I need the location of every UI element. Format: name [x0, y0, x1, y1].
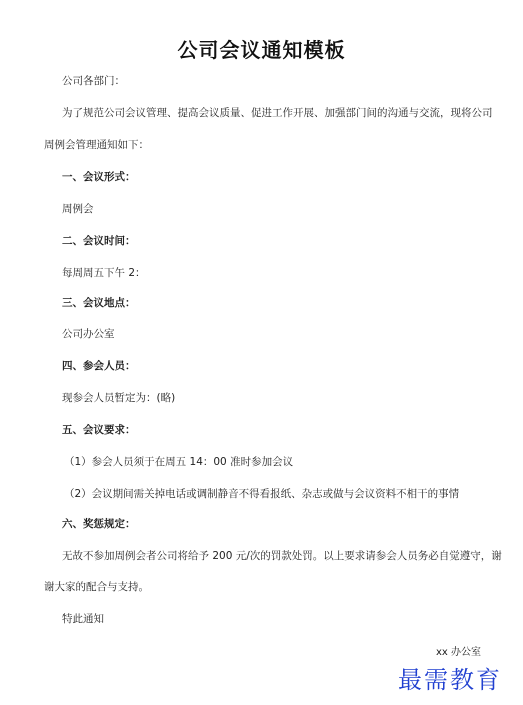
section-3-body: 公司办公室	[62, 328, 115, 340]
closing-text: 特此通知	[62, 613, 104, 625]
section-5-item-2: （2）会议期间需关掉电话或调制静音不得看报纸、杂志或做与会议资料不相干的事情	[64, 488, 460, 500]
section-6-body-line-2: 谢大家的配合与支持。	[44, 581, 149, 593]
section-6-heading: 六、奖惩规定：	[62, 518, 136, 530]
watermark-logo: 最需教育	[398, 666, 502, 694]
section-2-heading: 二、会议时间：	[62, 235, 136, 247]
intro-line-1: 为了规范公司会议管理、提高会议质量、促进工作开展、加强部门间的沟通与交流，现将公司	[62, 107, 493, 119]
section-4-heading: 四、参会人员：	[62, 360, 136, 372]
intro-line-2: 周例会管理通知如下：	[44, 139, 149, 151]
section-1-body: 周例会	[62, 203, 94, 215]
section-2-body: 每周周五下午 2：	[62, 267, 146, 279]
section-5-heading: 五、会议要求：	[62, 424, 136, 436]
signoff-office: xx 办公室	[436, 647, 482, 658]
section-5-item-1: （1）参会人员须于在周五 14：00 准时参加会议	[64, 456, 294, 468]
section-3-heading: 三、会议地点：	[62, 297, 136, 309]
section-1-heading: 一、会议形式：	[62, 171, 136, 183]
section-6-body-line-1: 无故不参加周例会者公司将给予 200 元/次的罚款处罚。以上要求请参会人员务必自觉遵守，谢	[62, 550, 502, 562]
section-4-body: 现参会人员暂定为：(略)	[62, 392, 176, 404]
document-title: 公司会议通知模板	[177, 38, 346, 62]
salutation: 公司各部门：	[62, 75, 125, 87]
